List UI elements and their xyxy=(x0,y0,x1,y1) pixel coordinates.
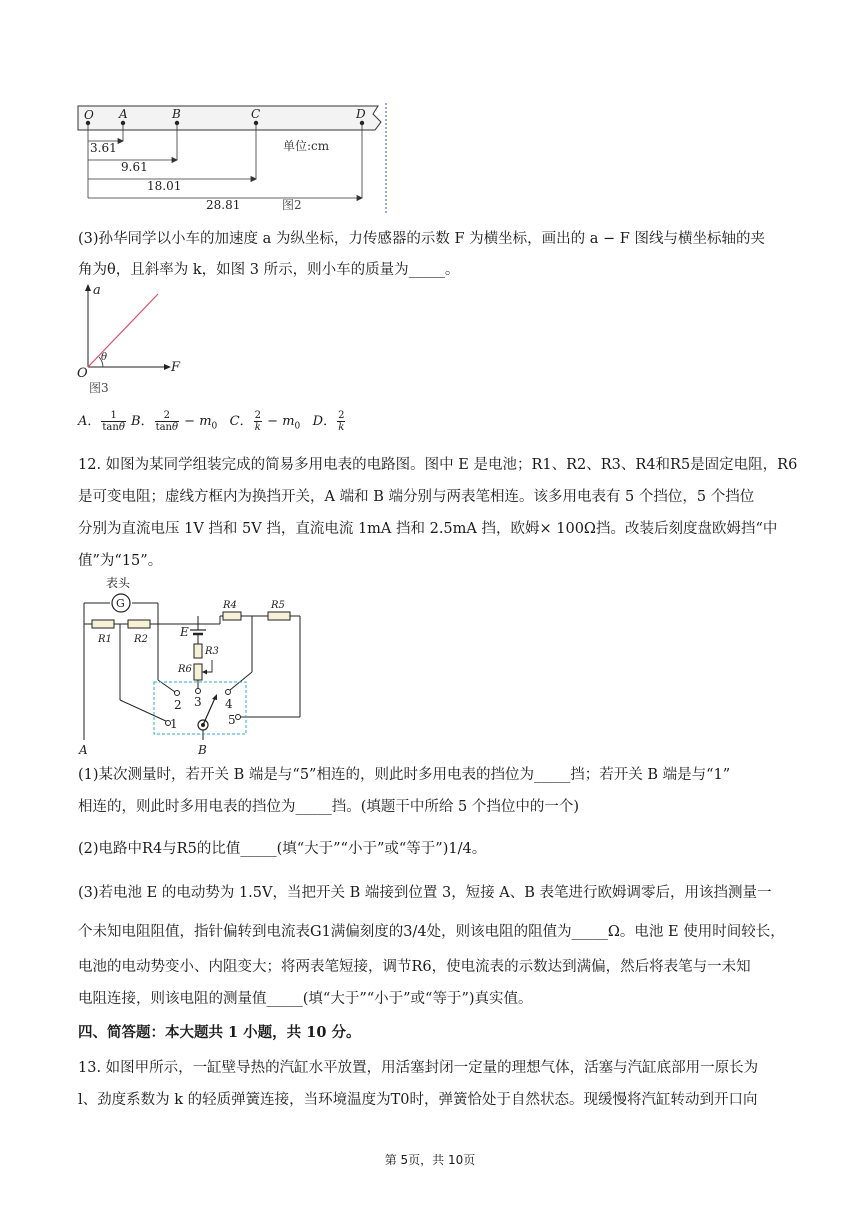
distance-oa: 3.61 xyxy=(90,141,117,155)
tape-point-c: C xyxy=(251,107,261,121)
x-axis-label: F xyxy=(171,360,181,375)
option-d: D． $\frac{2}{k}$ xyxy=(312,410,345,433)
origin-label: O xyxy=(77,366,88,381)
distance-oc: 18.01 xyxy=(147,179,182,193)
figure-2-caption: 图2 xyxy=(282,198,302,212)
section-4-title: 四、简答题：本大题共 1 小题，共 10 分。 xyxy=(78,1024,361,1041)
tape-point-a: A xyxy=(119,107,128,121)
option-b: B． $\frac{2}{\tan\theta}$ − $m_0$ xyxy=(131,410,218,433)
meter-symbol: G xyxy=(116,597,125,610)
q13-line1: 13. 如图甲所示，一缸壁导热的汽缸水平放置，用活塞封闭一定量的理想气体，活塞与汽缸底部用一原长为 xyxy=(78,1060,759,1076)
q12-part3-line1: (3)若电池 E 的电动势为 1.5V，当把开关 B 端接到位置 3，短接 A、B 表笔进行欧姆调零后，用该挡测量一 xyxy=(78,885,772,901)
q11-3-line2: 角为θ，且斜率为 k，如图 3 所示，则小车的质量为_____。 xyxy=(78,262,460,278)
q12-part3-line4: 电阻连接，则该电阻的测量值_____(填“大于”“小于”或“等于”)真实值。 xyxy=(78,991,533,1007)
q12-part2: (2)电路中R4与R5的比值_____(填“大于”“小于”或“等于”)1/4。 xyxy=(78,841,487,857)
multimeter-circuit xyxy=(72,572,312,757)
label-r1: R1 xyxy=(98,634,112,645)
label-r3: R3 xyxy=(205,646,219,657)
tape-point-b: B xyxy=(172,107,181,121)
unit-label: 单位:cm xyxy=(283,139,330,153)
q11-3-line1: (3)孙华同学以小车的加速度 a 为纵坐标，力传感器的示数 F 为横坐标，画出的 a − F 图线与横坐标轴的夹 xyxy=(78,231,765,247)
q12-line2: 是可变电阻；虚线方框内为换挡开关，A 端和 B 端分别与两表笔相连。该多用电表有 5 个挡位，5 个挡位 xyxy=(78,489,755,505)
label-r2: R2 xyxy=(134,634,148,645)
q12-line1: 12. 如图为某同学组装完成的简易多用电表的电路图。图中 E 是电池；R1、R2、R3、R4和R5是固定电阻，R6 xyxy=(78,457,798,473)
answer-options xyxy=(78,409,790,440)
q12-part1-line2: 相连的，则此时多用电表的挡位为_____挡。(填题干中所给 5 个挡位中的一个) xyxy=(78,799,580,815)
q12-line3: 分别为直流电压 1V 挡和 5V 挡，直流电流 1mA 挡和 2.5mA 挡，欧姆× 100Ω挡。改装后刻度盘欧姆挡“中 xyxy=(78,521,778,537)
figure-3-caption: 图3 xyxy=(89,381,109,395)
q12-part1-line1: (1)某次测量时，若开关 B 端是与“5”相连的，则此时多用电表的挡位为_____挡；若开关 B 端是与“1” xyxy=(78,767,731,783)
tape-point-o: O xyxy=(84,108,94,122)
option-a: A． $\frac{1}{\tan\theta}$ xyxy=(78,410,125,433)
distance-ob: 9.61 xyxy=(121,160,148,174)
q12-line4: 值”为“15”。 xyxy=(78,553,163,569)
q12-part3-line3: 电池的电动势变小、内阻变大；将两表笔短接，调节R6，使电流表的示数达到满偏，然后将表笔与一未知 xyxy=(78,959,751,975)
label-r6: R6 xyxy=(178,664,192,675)
contact-2: 2 xyxy=(174,698,182,712)
contact-3: 3 xyxy=(194,695,202,709)
label-r4: R4 xyxy=(223,600,237,611)
page-footer: 第 5页，共 10页 xyxy=(384,1153,476,1167)
q13-line2: l、劲度系数为 k 的轻质弹簧连接，当环境温度为T0时，弹簧恰处于自然状态。现缓慢将汽缸转动到开口向 xyxy=(78,1092,758,1108)
y-axis-label: a xyxy=(93,283,101,298)
tape-point-d: D xyxy=(356,107,366,121)
option-c: C． $\frac{2}{k}$ − $m_0$ xyxy=(229,410,301,433)
q12-part3-line2: 个未知电阻阻值，指针偏转到电流表G1满偏刻度的3/4处，则该电阻的阻值为_____Ω。电池 E 使用时间较长， xyxy=(78,924,785,940)
label-e: E xyxy=(180,625,189,639)
meter-label: 表头 xyxy=(106,576,131,590)
contact-4: 4 xyxy=(225,697,233,711)
contact-1: 1 xyxy=(170,717,178,731)
label-r5: R5 xyxy=(271,600,285,611)
angle-label: θ xyxy=(101,352,108,363)
terminal-b: B xyxy=(198,743,207,757)
terminal-a: A xyxy=(79,743,88,757)
distance-od: 28.81 xyxy=(206,198,241,212)
figure-2-tape xyxy=(75,103,395,218)
contact-5: 5 xyxy=(228,713,236,727)
figure-3-graph xyxy=(75,282,195,397)
